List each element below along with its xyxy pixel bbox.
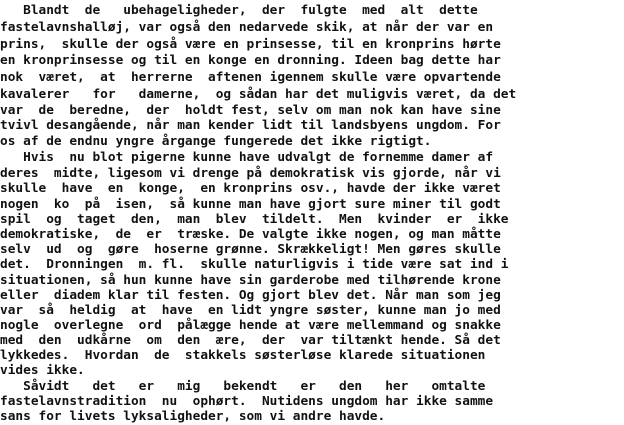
text-line: demokratiske, de er træske. De valgte ikke nogen, og man måtte: [0, 227, 501, 242]
text-line: spil og taget den, man blev tildelt. Men kvinder er ikke: [0, 212, 509, 227]
text-line: eller diadem klar til festen. Og gjort blev det. Når man som jeg: [0, 288, 501, 303]
text-line: sans for livets lyksaligheder, som vi andre havde.: [0, 409, 386, 424]
text-line: situationen, så hun kunne have sin garderobe med tilhørende krone: [0, 273, 501, 288]
text-line: var så heldig at have en lidt yngre søster, kunne man jo med: [0, 303, 501, 318]
text-line: Såvidt det er mig bekendt er den her omtalte: [0, 379, 486, 394]
text-line: nogle overlegne ord pålægge hende at være mellemmand og snakke: [0, 318, 501, 333]
text-line: fastelavnstradition nu ophørt. Nutidens ungdom har ikke samme: [0, 394, 494, 409]
text-line: vides ikke.: [0, 363, 85, 378]
text-line: med den udkårne om den ære, der var tiltænkt hende. Så det: [0, 333, 501, 348]
text-line: fastelavnshalløj, var også den nedarvede skik, at når der var en: [0, 20, 494, 35]
text-line: kavalerer for damerne, og sådan har det muligvis været, da det: [0, 87, 517, 102]
text-line: Hvis nu blot pigerne kunne have udvalgt de fornemme damer af: [0, 150, 494, 165]
text-line: en kronprinsesse og til en konge en dronning. Ideen bag dette har: [0, 53, 501, 68]
text-line: nok været, at herrerne aftenen igennem skulle være opvartende: [0, 70, 501, 85]
text-line: deres midte, ligesom vi drenge på demokratisk vis gjorde, når vi: [0, 166, 501, 181]
text-line: det. Dronningen m. fl. skulle naturligvis i tide være sat ind i: [0, 257, 509, 272]
text-line: nogen ko på isen, så kunne man have gjort sure miner til godt: [0, 197, 501, 212]
text-line: os af de endnu yngre årgange fungerede det ikke rigtigt.: [0, 134, 432, 149]
text-line: lykkedes. Hvordan de stakkels søsterløse klarede situationen: [0, 348, 486, 363]
text-line: selv ud og gøre hoserne grønne. Skrækkeligt! Men gøres skulle: [0, 242, 501, 257]
text-line: prins, skulle der også være en prinsesse, til en kronprins hørte: [0, 37, 501, 52]
text-line: tvivl desangående, når man kender lidt til landsbyens ungdom. For: [0, 118, 501, 133]
text-line: var de beredne, der holdt fest, selv om man nok kan have sine: [0, 103, 501, 118]
text-line: Blandt de ubehageligheder, der fulgte med alt dette: [0, 3, 478, 18]
text-line: skulle have en konge, en kronprins osv., havde der ikke været: [0, 181, 501, 196]
